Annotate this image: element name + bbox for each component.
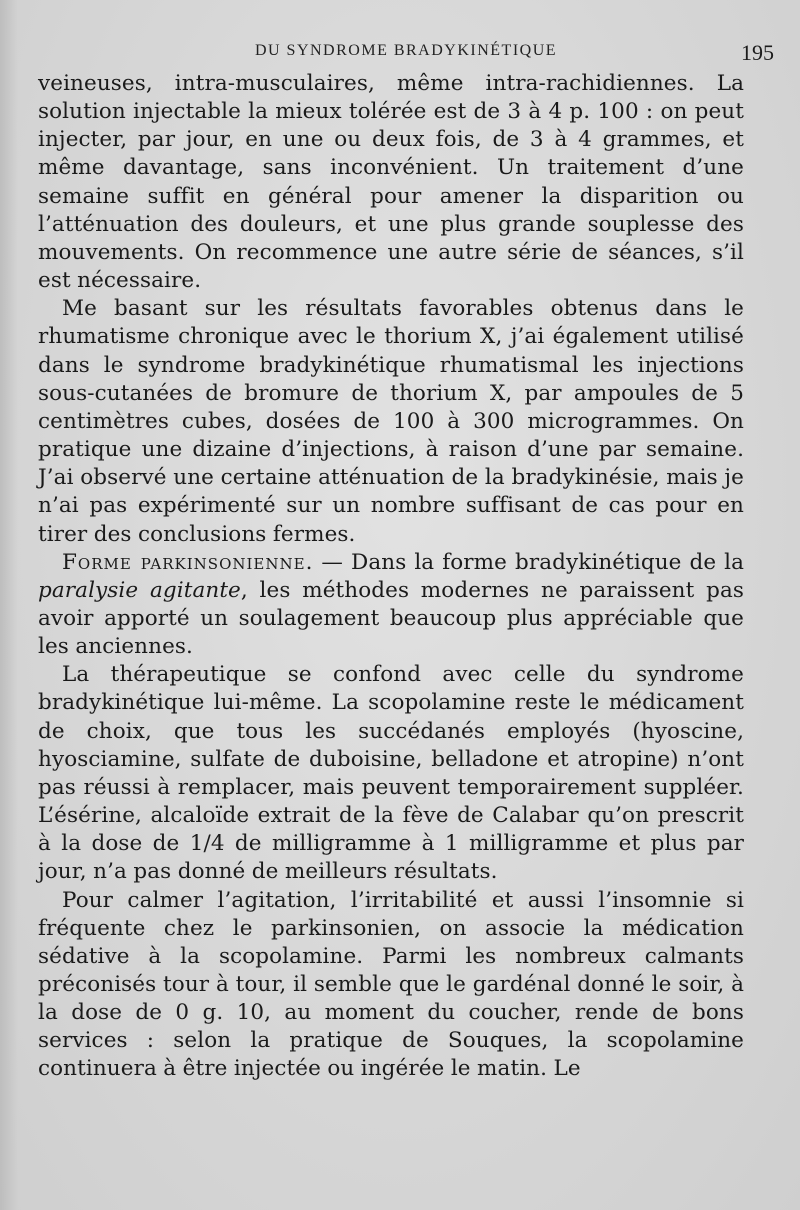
paragraph-thorium: Me basant sur les résultats favorables obtenus dans le rhumatisme chronique avec le thorium X, j’ai également utilisé dans le syndrome bradykinétique rhumatismal les injections sous-cutanées de bromure de thorium X, par ampoules de 5 centimètres cubes, dosées de 100 à 300 microgrammes. On pratique une dizaine d’injections, à raison d’une par semaine. J’ai observé une certaine atténuation de la bradykinésie, mais je n’ai pas expérimenté sur un nombre suffisant de cas pour en tirer des conclusions fermes. [38,296,744,547]
paragraph-therapeutics: La thérapeutique se confond avec celle du syndrome bradykinétique lui-même. La scopolamine reste le médicament de choix, que tous les succédanés employés (hyoscine, hyosciamine, sulfate de duboisine, belladone et atropine) n’ont pas réussi à remplacer, mais peuvent temporairement suppléer. L’ésérine, alcaloïde extrait de la fève de Calabar qu’on prescrit à la dose de 1/4 de milligramme à 1 milligramme et plus par jour, n’a pas donné de meilleurs résultats. [38,662,744,885]
running-title: DU SYNDROME BRADYKINÉTIQUE [254,42,558,59]
body-text [38,70,744,1084]
page-number: 195 [741,40,774,65]
page-gutter-shadow [0,0,18,1210]
paragraph-sedatives: Pour calmer l’agitation, l’irritabilité et aussi l’insomnie si fréquente chez le parkinsonien, on associe la médication sédative à la scopolamine. Parmi les nombreux calmants préconisés tour à tour, il semble que le gardénal donné le soir, à la dose de 0 g. 10, au moment du coucher, rende de bons services : selon la pratique de Souques, la scopolamine continuera à être injectée ou ingérée le matin. Le [38,887,744,1082]
paragraph-text-end: , les méthodes modernes ne paraissent pas avoir apporté un soulagement beaucoup plus appréciable que les anciennes. [38,577,744,660]
running-head [36,42,776,70]
section-heading: Forme parkinsonienne. [62,549,314,575]
paragraph-text-start: Dans la forme bradykinétique de la [351,549,745,575]
paragraph-parkinsonian-form [38,549,744,662]
paragraph-continuation: veineuses, intra-musculaires, même intra-rachidiennes. La solution injectable la mieux tolérée est de 3 à 4 p. 100 : on peut injecter, par jour, en une ou deux fois, de 3 à 4 grammes, et même davantage, sans inconvénient. Un traitement d’une semaine suffit en général pour amener la disparition ou l’atténuation des douleurs, et une plus grande souplesse des mouvements. On recommence une autre série de séances, s’il est nécessaire. [38,71,744,294]
italic-term: paralysie agitante [38,577,241,603]
heading-dash: — [313,549,351,575]
